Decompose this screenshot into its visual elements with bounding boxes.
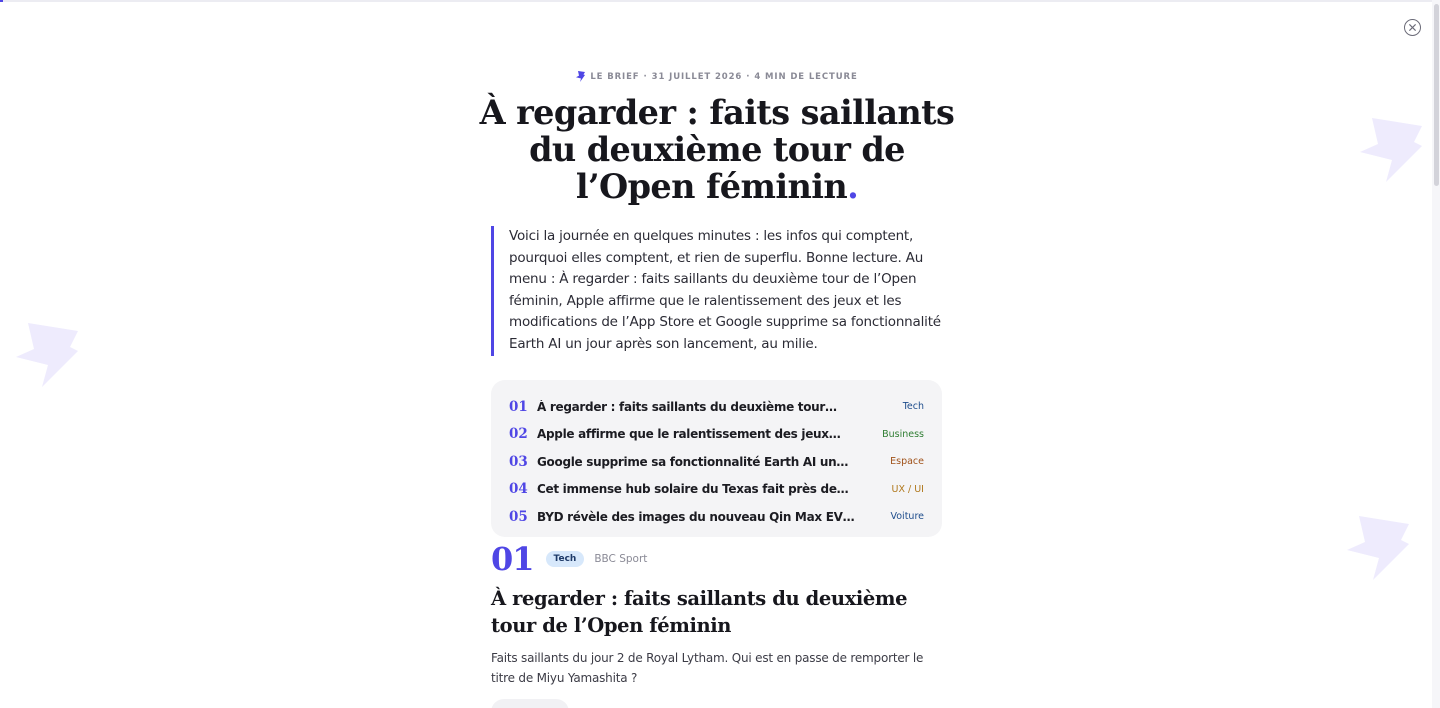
bolt-decoration-icon [1343, 514, 1411, 582]
bolt-decoration-icon [12, 321, 80, 389]
toc-item-category: Espace [890, 456, 924, 468]
toc-item-number: 01 [509, 398, 528, 415]
toc-item-number: 05 [509, 508, 528, 525]
toc-item-category: Tech [902, 401, 924, 413]
page-title-text: À regarder : faits saillants du deuxième tour de l’Open féminin [479, 93, 955, 206]
toc-item-number: 02 [509, 426, 528, 443]
toc-item[interactable] [509, 393, 924, 421]
reading-progress-bar [0, 0, 1440, 2]
meta-reading-time: 4 MIN DE LECTURE [754, 71, 858, 82]
meta-separator: · [643, 71, 648, 82]
table-of-contents [491, 380, 942, 537]
page-title [478, 94, 956, 205]
toc-item-title: Cet immense hub solaire du Texas fait près de… [537, 482, 849, 497]
article-header [491, 541, 647, 577]
toc-item[interactable] [509, 421, 924, 449]
article-number: 01 [491, 540, 534, 578]
reading-progress-fill [0, 0, 3, 2]
bolt-icon [576, 71, 586, 82]
toc-item[interactable] [509, 448, 924, 476]
intro-paragraph: Voici la journée en quelques minutes : les infos qui comptent, pourquoi elles comptent, et rien de superflu. Bonne lecture. Au menu : À regarder : faits saillants du deuxième tour de l’Open féminin, Apple affirme que le ralentissement des jeux et les modifications de l’App Store et Google supprime sa fonctionnalité Earth AI un jour après son lancement, au milie. [491, 226, 943, 356]
article-meta [492, 71, 942, 82]
toc-item[interactable] [509, 503, 924, 531]
toc-item[interactable] [509, 476, 924, 504]
category-badge[interactable]: Tech [546, 551, 585, 567]
meta-date: 31 JUILLET 2026 [651, 71, 743, 82]
meta-separator: · [746, 71, 751, 82]
close-button[interactable] [1404, 19, 1421, 36]
toc-item-title: Apple affirme que le ralentissement des jeux… [537, 427, 841, 442]
article-source[interactable]: BBC Sport [594, 553, 648, 565]
close-icon [1409, 24, 1416, 31]
toc-item-category: Business [882, 428, 924, 440]
toc-item-category: Voiture [890, 511, 924, 523]
toc-item-title: Google supprime sa fonctionnalité Earth AI un… [537, 454, 849, 469]
meta-section: LE BRIEF [590, 71, 640, 82]
read-more-button[interactable] [491, 699, 569, 708]
article-summary: Faits saillants du jour 2 de Royal Lytham. Qui est en passe de remporter le titre de Miyu Yamashita ? [491, 651, 924, 685]
article-title[interactable]: À regarder : faits saillants du deuxième tour de l’Open féminin [491, 587, 908, 637]
toc-item-number: 04 [509, 481, 528, 498]
toc-item-title: À regarder : faits saillants du deuxième tour… [537, 399, 837, 414]
toc-item-category: UX / UI [891, 483, 924, 495]
scrollbar-thumb[interactable] [1434, 4, 1439, 186]
toc-item-title: BYD révèle des images du nouveau Qin Max EV… [537, 509, 855, 524]
toc-item-number: 03 [509, 453, 528, 470]
title-accent-dot: . [847, 167, 859, 206]
bolt-decoration-icon [1356, 116, 1424, 184]
